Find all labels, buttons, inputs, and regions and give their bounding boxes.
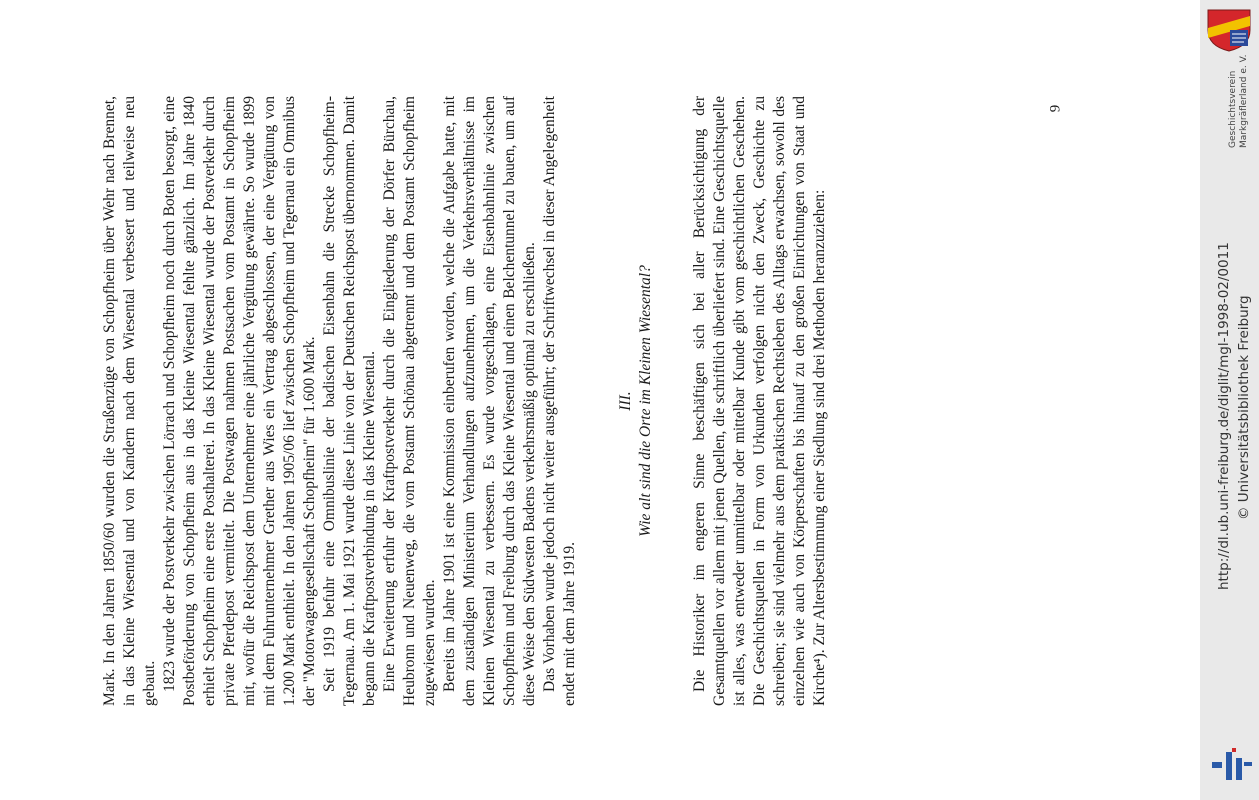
society-name-line1: Geschichtsverein	[1228, 70, 1238, 148]
paragraph: Eine Erweiterung erfuhr der Kraftpostverkehr durch die Eingliederung der Dörfer Bürchau, Heubronn und Neuenweg, die vom Postamt Schönau abgetrennt und dem Postamt Schopfheim zugewiesen wurden.	[381, 96, 438, 706]
society-crest-icon	[1206, 8, 1252, 52]
paragraph: Das Vorhaben wurde jedoch nicht weiter ausgeführt; der Schriftwechsel in dieser Angelegenheit endet mit dem Jahre 1919.	[541, 96, 578, 706]
section-title: Wie alt sind die Orte im Kleinen Wiesental?	[637, 265, 654, 537]
section-spacer	[580, 96, 616, 706]
paragraph: Seit 1919 befuhr eine Omnibuslinie der badischen Eisenbahn die Strecke Schopfheim-Tegernau. Am 1. Mai 1921 wurde diese Linie von der Deutschen Reichspost übernommen. Damit begann die Kraftpostverbindung in das Kleine Wiesental.	[321, 96, 378, 706]
permalink-url[interactable]: http://dl.ub.uni-freiburg.de/diglit/mgl-1998-02/0011	[1216, 242, 1232, 590]
rotated-text-block	[100, 96, 1060, 706]
society-name-line2: Markgräflerland e. V.	[1239, 54, 1249, 148]
page-number: 9	[1047, 104, 1064, 113]
copyright-notice: © Universitätsbibliothek Freiburg	[1236, 295, 1252, 520]
paragraph: Mark. In den Jahren 1850/60 wurden die Straßenzüge von Schopfheim über Wehr nach Brennet, in das Kleine Wiesental und von Kandern nach dem Wiesental verbessert und teilweise neu gebaut.	[101, 96, 158, 706]
section-number: III.	[617, 391, 634, 411]
university-library-logo-icon	[1210, 748, 1254, 784]
section-heading	[616, 96, 656, 706]
paragraph: 1823 wurde der Postverkehr zwischen Lörrach und Schopfheim noch durch Boten besorgt, eine Postbeförderung von Schopfheim aus in das Kleine Wiesental fehlte gänzlich. Im Jahre 1840 erhielt Schopfheim eine erste Posthalterei. In das Kleine Wiesental wurde der Postverkehr durch private Pferdepost vermittelt. Die Postwagen nahmen Postsachen vom Postamt in Schopfheim mit, wofür die Reichspost dem Unternehmer eine jährliche Vergütung gewährte. So wurde 1899 mit dem Fuhrunternehmer Grether aus Wies ein Vertrag abgeschlossen, der eine Vergütung von 1.200 Mark enthielt. In den Jahren 1905/06 lief zwischen Schopfheim und Tegernau ein Omnibus der "Motorwagengesellschaft Schopfheim" für 1.600 Mark.	[161, 96, 318, 706]
paragraph: Bereits im Jahre 1901 ist eine Kommission einberufen worden, welche die Aufgabe hatte, mit dem zuständigen Ministerium Verhandlungen aufzunehmen, um die Verkehrsverhältnisse im Kleinen Wiesental zu verbessern. Es wurde vorgeschlagen, eine Eisenbahnlinie zwischen Schopfheim und Freiburg durch das Kleine Wiesental und einen Belchentunnel zu bauen, um auf diese Weise den Südwesten Badens verkehrsmäßig optimal zu erschließen.	[441, 96, 538, 706]
paragraph: Die Historiker im engeren Sinne beschäftigen sich bei aller Berücksichtigung der Gesamtquellen vor allem mit jenen Quellen, die schriftlich überliefert sind. Eine Geschichtsquelle ist alles, was entweder unmittelbar oder mittelbar Kunde gibt vom geschichtlichen Geschehen. Die Geschichtsquellen in Form von Urkunden verfolgen nicht den Zweck, Geschichte zu schreiben; sie sind vielmehr aus dem praktischen Rechtsleben des Alltags erwachsen, sowohl des einzelnen wie auch von Körperschaften bis hinauf zu den großen Einrichtungen von Staat und Kirche⁴). Zur Altersbestimmung einer Siedlung sind drei Methoden heranzuziehen:	[691, 96, 828, 706]
